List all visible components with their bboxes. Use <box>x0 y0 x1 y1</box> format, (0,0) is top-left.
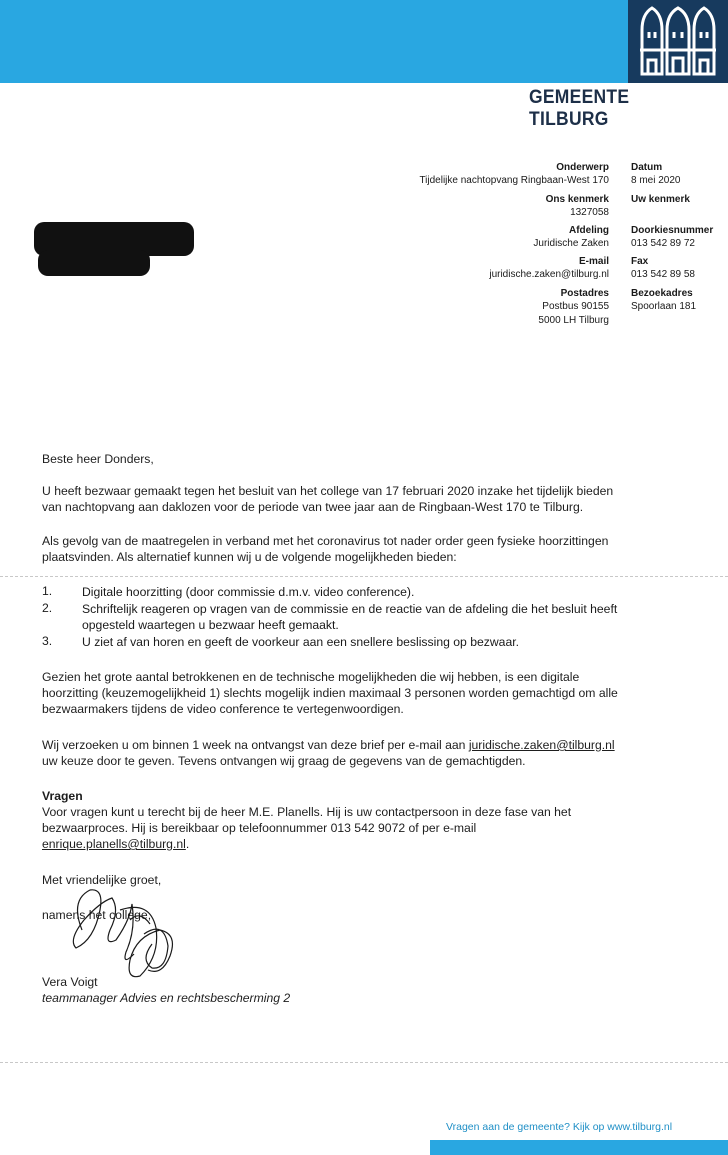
header-band <box>0 0 728 83</box>
meta-ons-kenmerk-value: 1327058 <box>570 207 609 218</box>
closing: Met vriendelijke groet, <box>42 873 162 887</box>
paragraph-1-line-2: van nachtopvang aan daklozen voor de periode van twee jaar aan de Ringbaan-West 170 te Tilburg. <box>42 500 584 514</box>
namens-het-college: namens het college, <box>42 908 152 922</box>
salutation: Beste heer Donders, <box>42 452 154 466</box>
meta-email-label: E-mail <box>578 256 609 267</box>
meta-onderwerp-label: Onderwerp <box>556 162 609 173</box>
meta-afdeling-value: Juridische Zaken <box>533 238 609 249</box>
list-item-2-line-1: Schriftelijk reageren op vragen van de commissie en de reactie van de afdeling die het besluit heeft <box>82 602 618 616</box>
meta-fax-label: Fax <box>631 256 649 267</box>
meta-datum-label: Datum <box>631 162 663 173</box>
paragraph-2-line-1: Als gevolg van de maatregelen in verband met het coronavirus tot nader order geen fysieke hoorzittingen <box>42 534 609 548</box>
paragraph-3-line-3: bezwaarmakers tijdens de video conference te vertegenwoordigen. <box>42 702 404 716</box>
paragraph-2-line-2: plaatsvinden. Als alternatief kunnen wij u de volgende mogelijkheden bieden: <box>42 550 457 564</box>
redacted-address-line2 <box>38 250 150 276</box>
paragraph-3-line-1: Gezien het grote aantal betrokkenen en de technische mogelijkheden die wij hebben, is een digitale <box>42 670 580 684</box>
meta-uw-kenmerk-label: Uw kenmerk <box>631 194 690 205</box>
list-number-3: 3. <box>42 634 53 648</box>
handwritten-signature <box>60 880 190 980</box>
list-item-2-line-2: opgesteld waartegen u bezwaar heeft gemaakt. <box>82 618 339 632</box>
meta-bezoekadres-label: Bezoekadres <box>631 288 693 299</box>
meta-postadres-line1: Postbus 90155 <box>542 301 609 312</box>
paragraph-1-line-1: U heeft bezwaar gemaakt tegen het besluit van het college van 17 februari 2020 inzake het tijdelijk bieden <box>42 484 614 498</box>
paragraph-4-line-2: uw keuze door te geven. Tevens ontvangen wij graag de gegevens van de gemachtigden. <box>42 754 526 768</box>
paper-fold <box>0 576 728 578</box>
list-item-1: Digitale hoorzitting (door commissie d.m.v. video conference). <box>82 585 415 599</box>
tilburg-logo <box>628 0 728 83</box>
footer-band <box>430 1140 728 1155</box>
meta-email-value: juridische.zaken@tilburg.nl <box>489 269 609 280</box>
meta-onderwerp-value: Tijdelijke nachtopvang Ringbaan-West 170 <box>419 175 609 186</box>
footer-text: Vragen aan de gemeente? Kijk op www.tilburg.nl <box>446 1121 673 1133</box>
meta-bezoekadres-value: Spoorlaan 181 <box>631 301 697 312</box>
list-number-1: 1. <box>42 584 53 598</box>
email-link-juridische-zaken[interactable]: juridische.zaken@tilburg.nl <box>468 738 615 752</box>
castle-icon <box>636 4 720 78</box>
email-link-planells[interactable]: enrique.planells@tilburg.nl <box>42 837 186 851</box>
paragraph-5-line-2: bezwaarproces. Hij is bereikbaar op telefoonnummer 013 542 9072 of per e-mail <box>42 821 477 835</box>
meta-datum-value: 8 mei 2020 <box>631 175 681 186</box>
organization-name: GEMEENTE TILBURG <box>529 87 630 130</box>
paper-fold-lower <box>0 1062 728 1064</box>
vragen-heading: Vragen <box>42 789 83 803</box>
meta-doorkies-label: Doorkiesnummer <box>631 225 714 236</box>
meta-afdeling-label: Afdeling <box>569 225 609 236</box>
paragraph-5-line-1: Voor vragen kunt u terecht bij de heer M.E. Planells. Hij is uw contactpersoon in deze fase van het <box>42 805 572 819</box>
meta-postadres-line2: 5000 LH Tilburg <box>538 315 609 326</box>
paragraph-5-line-3: enrique.planells@tilburg.nl. <box>42 837 190 851</box>
paragraph-3-line-2: hoorzitting (keuzemogelijkheid 1) slechts mogelijk indien maximaal 3 personen worden gemachtigd om alle <box>42 686 618 700</box>
list-number-2: 2. <box>42 601 53 615</box>
paragraph-4-line-1: Wij verzoeken u om binnen 1 week na ontvangst van deze brief per e-mail aan juridische.zaken@tilburg.nl <box>42 738 615 752</box>
list-item-3: U ziet af van horen en geeft de voorkeur aan een snellere beslissing op bezwaar. <box>82 635 519 649</box>
meta-ons-kenmerk-label: Ons kenmerk <box>545 194 609 205</box>
meta-fax-value: 013 542 89 58 <box>631 269 695 280</box>
meta-doorkies-value: 013 542 89 72 <box>631 238 695 249</box>
signer-name: Vera Voigt <box>42 975 98 989</box>
signer-title: teammanager Advies en rechtsbescherming 2 <box>42 991 291 1005</box>
meta-postadres-label: Postadres <box>560 288 609 299</box>
